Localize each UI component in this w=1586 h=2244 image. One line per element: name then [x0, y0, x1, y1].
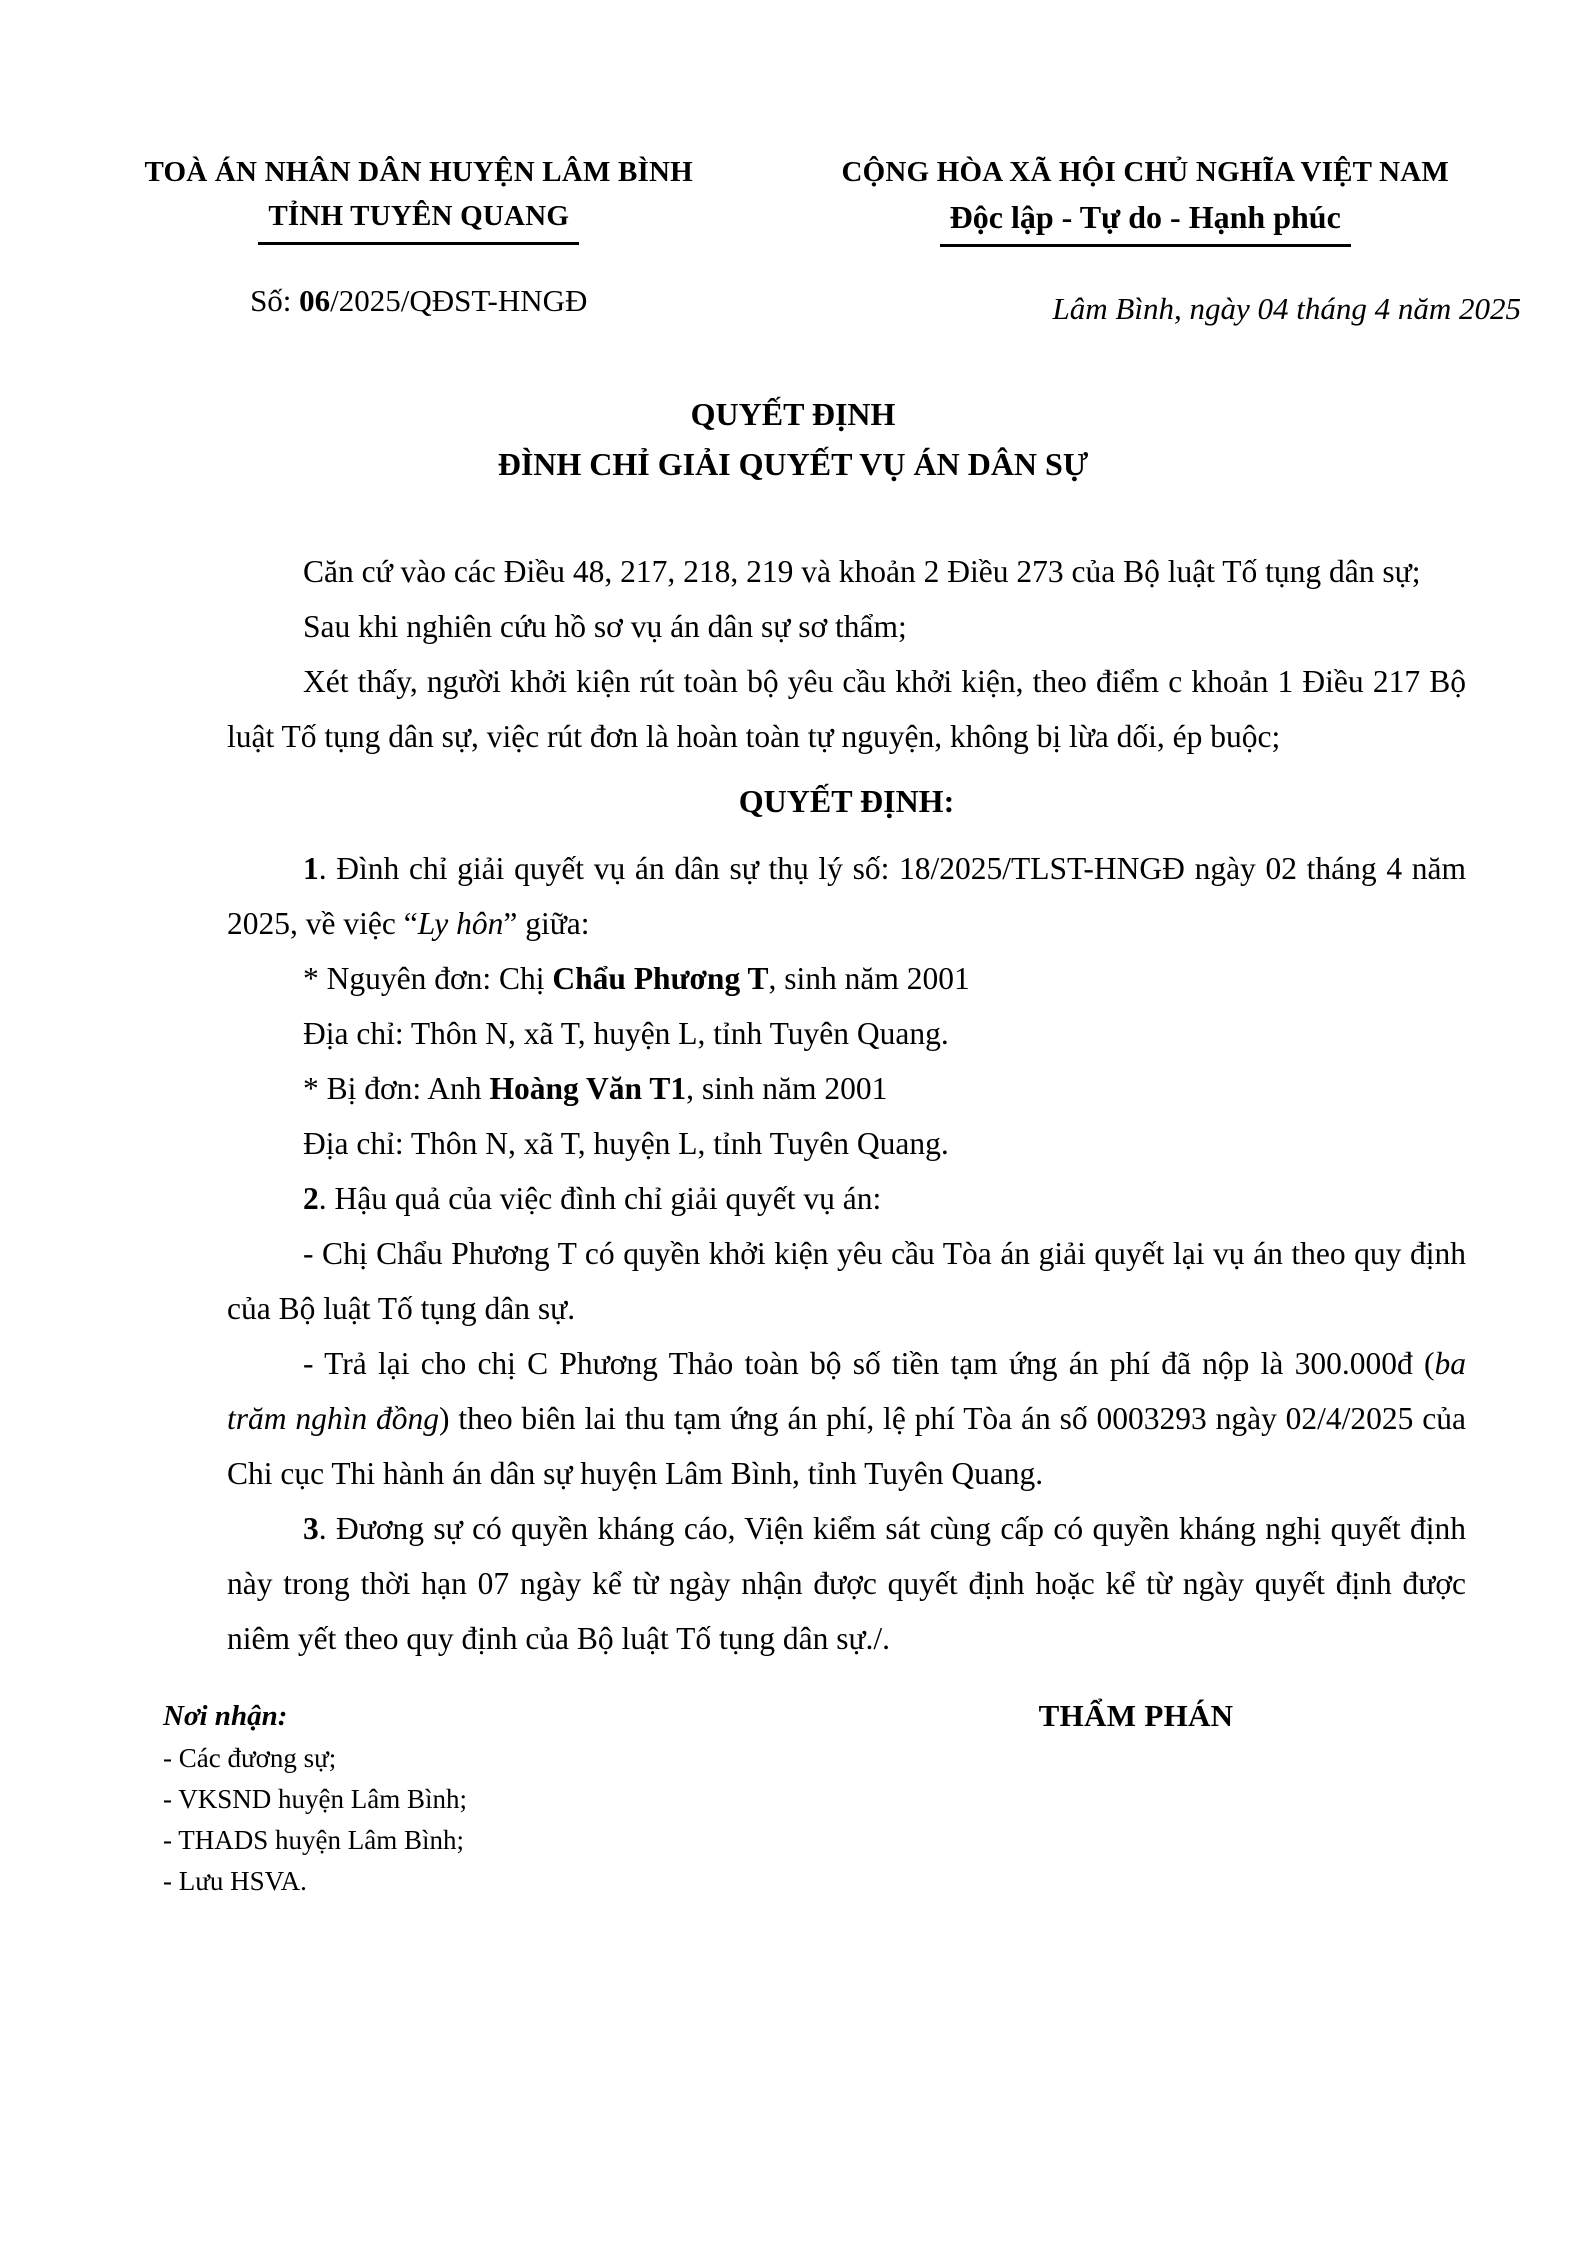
text-run: Địa chỉ: Thôn N, xã T, huyện L, tỉnh Tuyên Quang.: [303, 1016, 949, 1051]
text-run: Ly hôn: [417, 906, 504, 941]
text-run: 3: [303, 1511, 319, 1546]
text-run: 2: [303, 1181, 319, 1216]
text-run: , sinh năm 2001: [768, 961, 970, 996]
document-title-line1: QUYẾT ĐỊNH: [690, 396, 896, 432]
document-title-line2: ĐÌNH CHỈ GIẢI QUYẾT VỤ ÁN DÂN SỰ: [497, 446, 1089, 482]
national-motto-underline: Độc lập - Tự do - Hạnh phúc: [940, 194, 1351, 247]
defendant-line: [227, 1061, 1466, 1116]
consequence-right-to-refile: [227, 1226, 1466, 1336]
court-name-line1: TOÀ ÁN NHÂN DÂN HUYỆN LÂM BÌNH: [144, 156, 693, 188]
national-header-block: [767, 150, 1523, 331]
plaintiff-line: [227, 951, 1466, 1006]
text-run: Xét thấy, người khởi kiện rút toàn bộ yêu cầu khởi kiện, theo điểm c khoản 1 Điều 217 Bộ luật Tố tụng dân sự, việc rút đơn là hoàn toàn tự nguyện, không bị lừa dối, ép buộc;: [227, 664, 1466, 754]
plaintiff-address-line: [227, 1006, 1466, 1061]
court-name-underline: TỈNH TUYÊN QUANG: [258, 194, 579, 245]
recipient-item-parties: - Các đương sự;: [163, 1743, 337, 1773]
text-run: ba trăm nghìn đồng: [227, 1346, 1466, 1436]
text-run: , sinh năm 2001: [686, 1071, 888, 1106]
place-and-date-line: Lâm Bình, ngày 04 tháng 4 năm 2025: [1052, 291, 1521, 326]
document-footer: [0, 1694, 1586, 1902]
text-run: . Đình chỉ giải quyết vụ án dân sự thụ lý số: 18/2025/TLST-HNGĐ ngày 02 tháng 4 năm 2025, về việc “: [227, 851, 1466, 941]
document-header: [0, 150, 1586, 331]
recipient-item-thads: - THADS huyện Lâm Bình;: [163, 1825, 464, 1855]
document-title: [0, 389, 1586, 489]
document-number-label: Số:: [250, 283, 300, 318]
article-2-consequences: [227, 1171, 1466, 1226]
defendant-address-line: [227, 1116, 1466, 1171]
recipients-label: Nơi nhận:: [163, 1700, 288, 1732]
article-3-appeal-rights: [227, 1501, 1466, 1666]
text-run: ) theo biên lai thu tạm ứng án phí, lệ phí Tòa án số 0003293 ngày 02/4/2025 của Chi cục Thi hành án dân sự huyện Lâm Bình, tỉnh Tuyên Quang.: [227, 1401, 1466, 1491]
signature-block: [826, 1694, 1446, 1738]
recipients-block: [163, 1694, 467, 1902]
text-run: Chẩu Phương T: [552, 961, 769, 996]
article-1-suspension: [227, 841, 1466, 951]
consequence-fee-refund: [227, 1336, 1466, 1501]
issuing-authority-block: [70, 150, 767, 331]
text-run: 1: [303, 851, 319, 886]
judge-title: THẨM PHÁN: [1038, 1698, 1234, 1733]
text-run: - Chị Chẩu Phương T có quyền khởi kiện yêu cầu Tòa án giải quyết lại vụ án theo quy định của Bộ luật Tố tụng dân sự.: [227, 1236, 1466, 1326]
text-run: * Bị đơn: Anh: [303, 1071, 490, 1106]
national-title: CỘNG HÒA XÃ HỘI CHỦ NGHĨA VIỆT NAM: [841, 156, 1449, 188]
text-run: . Đương sự có quyền kháng cáo, Viện kiểm sát cùng cấp có quyền kháng nghị quyết định này trong thời hạn 07 ngày kể từ ngày nhận được quyết định hoặc kể từ ngày quyết định được niêm yết theo quy định của Bộ luật Tố tụng dân sự./.: [227, 1511, 1466, 1656]
document-body: [0, 544, 1586, 1666]
recipient-item-vksnd: - VKSND huyện Lâm Bình;: [163, 1784, 467, 1814]
text-run: . Hậu quả của việc đình chỉ giải quyết vụ án:: [318, 1181, 882, 1216]
text-run: - Trả lại cho chị C Phương Thảo toàn bộ số tiền tạm ứng án phí đã nộp là 300.000đ (: [303, 1346, 1435, 1381]
text-run: Sau khi nghiên cứu hồ sơ vụ án dân sự sơ thẩm;: [303, 609, 907, 644]
court-name-line2: [70, 194, 767, 245]
text-run: Địa chỉ: Thôn N, xã T, huyện L, tỉnh Tuyên Quang.: [303, 1126, 949, 1161]
document-number-suffix: /2025/QĐST-HNGĐ: [330, 283, 588, 318]
text-run: ” giữa:: [503, 906, 590, 941]
preamble-paragraph-case-review: [227, 599, 1466, 654]
document-number-value: 06: [299, 283, 331, 318]
national-motto: [767, 194, 1523, 247]
preamble-paragraph-legal-basis: [227, 544, 1466, 599]
decision-section-heading: QUYẾT ĐỊNH:: [738, 783, 955, 819]
text-run: Căn cứ vào các Điều 48, 217, 218, 219 và khoản 2 Điều 273 của Bộ luật Tố tụng dân sự;: [303, 554, 1421, 589]
document-number: [70, 279, 767, 323]
preamble-paragraph-findings: [227, 654, 1466, 764]
text-run: * Nguyên đơn: Chị: [303, 961, 553, 996]
text-run: Hoàng Văn T1: [489, 1071, 687, 1106]
recipient-item-archive: - Lưu HSVA.: [163, 1866, 307, 1896]
